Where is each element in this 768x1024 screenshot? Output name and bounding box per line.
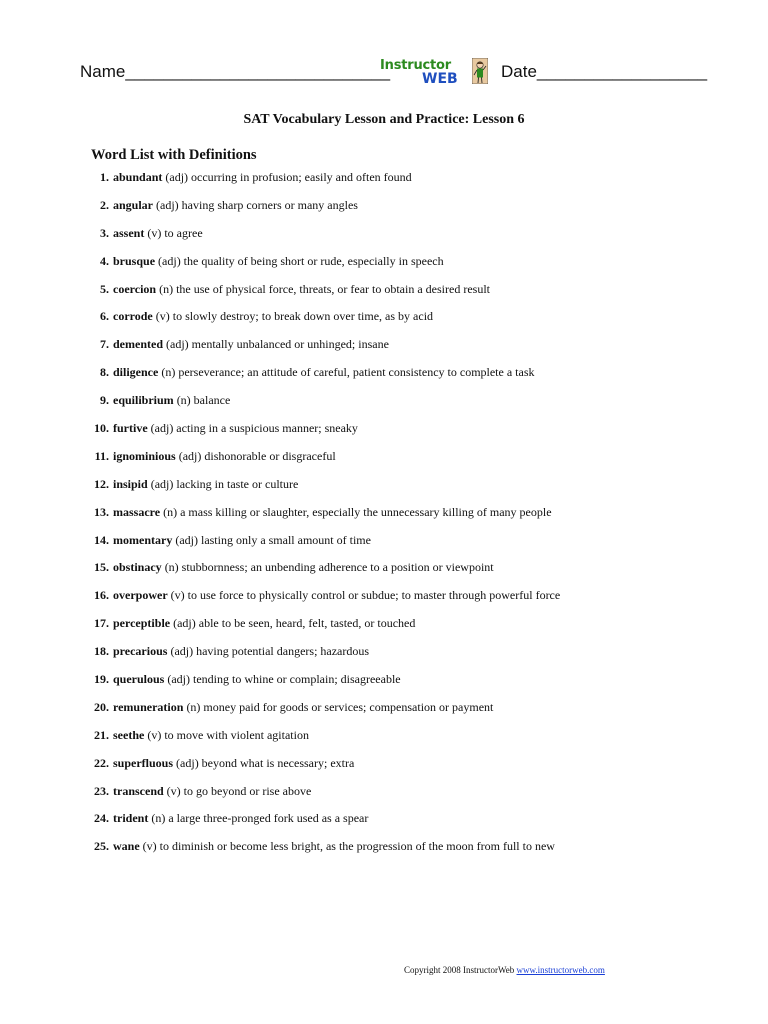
list-item (88, 700, 688, 728)
vocab-definition: (v) to diminish or become less bright, as the progression of the moon from full to new (142, 839, 555, 854)
vocab-term: trident (113, 811, 149, 826)
list-item (88, 170, 688, 198)
item-number: 2. (100, 197, 109, 212)
vocab-definition: (adj) lasting only a small amount of time (175, 532, 371, 547)
vocab-definition: (adj) able to be seen, heard, felt, tasted, or touched (173, 616, 416, 631)
copyright-text: Copyright 2008 InstructorWeb (404, 965, 515, 975)
vocab-definition: (adj) beyond what is necessary; extra (176, 755, 355, 770)
vocab-term: overpower (113, 588, 168, 603)
list-item (88, 226, 688, 254)
date-field (501, 62, 707, 82)
list-item (88, 282, 688, 310)
website-link[interactable]: www.instructorweb.com (516, 965, 605, 975)
vocab-definition: (adj) having potential dangers; hazardous (170, 644, 370, 659)
vocab-term: assent (113, 225, 145, 240)
item-number: 14. (94, 532, 109, 547)
vocab-term: transcend (113, 783, 164, 798)
logo-text-top: Instructor (380, 58, 451, 73)
vocab-definition: (n) a mass killing or slaughter, especially the unnecessary killing of many people (163, 504, 552, 519)
vocab-definition: (n) the use of physical force, threats, or fear to obtain a desired result (159, 281, 490, 296)
list-item (88, 337, 688, 365)
vocab-term: obstinacy (113, 560, 162, 575)
vocab-term: abundant (113, 170, 163, 184)
item-number: 18. (94, 644, 109, 659)
vocab-term: brusque (113, 253, 156, 268)
vocab-definition: (v) to go beyond or rise above (166, 783, 312, 798)
item-number: 21. (94, 727, 109, 742)
vocab-term: diligence (113, 365, 159, 380)
item-number: 3. (100, 225, 109, 240)
list-item (88, 839, 688, 867)
item-number: 9. (100, 393, 109, 408)
list-item (88, 505, 688, 533)
list-item (88, 449, 688, 477)
name-blank: ____________________________ (125, 62, 391, 81)
item-number: 15. (94, 560, 109, 575)
vocab-term: wane (113, 839, 140, 854)
header (80, 58, 708, 88)
item-number: 20. (94, 699, 109, 714)
vocab-definition: (adj) the quality of being short or rude, especially in speech (158, 253, 444, 268)
section-heading: Word List with Definitions (91, 147, 257, 163)
vocab-definition: (n) perseverance; an attitude of careful, patient consistency to complete a task (161, 365, 535, 380)
vocab-definition: (adj) tending to whine or complain; disagreeable (167, 672, 401, 687)
vocab-term: querulous (113, 672, 165, 687)
vocab-term: perceptible (113, 616, 171, 631)
footer (404, 965, 605, 975)
vocab-definition: (v) to move with violent agitation (147, 727, 309, 742)
item-number: 24. (94, 811, 109, 826)
vocab-term: massacre (113, 504, 161, 519)
list-item (88, 254, 688, 282)
item-number: 8. (100, 365, 109, 380)
vocab-definition: (n) stubbornness; an unbending adherence to a position or viewpoint (164, 560, 494, 575)
vocab-definition: (n) balance (176, 393, 231, 408)
item-number: 23. (94, 783, 109, 798)
item-number: 6. (100, 309, 109, 324)
list-item (88, 421, 688, 449)
list-item (88, 477, 688, 505)
item-number: 17. (94, 616, 109, 631)
vocab-definition: (n) a large three-pronged fork used as a spear (151, 811, 369, 826)
item-number: 22. (94, 755, 109, 770)
vocab-definition: (adj) having sharp corners or many angles (156, 197, 358, 212)
list-item (88, 644, 688, 672)
logo-text-bottom: WEB (422, 71, 458, 87)
list-item (88, 616, 688, 644)
item-number: 16. (94, 588, 109, 603)
date-label: Date (501, 62, 537, 81)
vocab-definition: (n) money paid for goods or services; compensation or payment (186, 699, 494, 714)
vocab-definition: (adj) lacking in taste or culture (150, 476, 299, 491)
vocab-term: insipid (113, 476, 148, 491)
vocab-term: ignominious (113, 448, 176, 463)
list-item (88, 365, 688, 393)
item-number: 4. (100, 253, 109, 268)
vocab-term: equilibrium (113, 393, 174, 408)
list-item (88, 784, 688, 812)
vocab-term: coercion (113, 281, 157, 296)
vocab-term: angular (113, 197, 154, 212)
teacher-figure-icon (472, 58, 488, 84)
name-field (80, 62, 390, 82)
vocab-term: momentary (113, 532, 173, 547)
list-item (88, 309, 688, 337)
vocab-definition: (v) to agree (147, 225, 203, 240)
vocab-definition: (adj) acting in a suspicious manner; sneaky (150, 421, 358, 436)
vocab-term: precarious (113, 644, 168, 659)
list-item (88, 756, 688, 784)
item-number: 12. (94, 476, 109, 491)
word-list (88, 170, 688, 867)
date-blank: __________________ (536, 62, 708, 81)
item-number: 7. (100, 337, 109, 352)
instructorweb-logo (380, 58, 490, 90)
vocab-definition: (adj) mentally unbalanced or unhinged; insane (166, 337, 389, 352)
list-item (88, 533, 688, 561)
vocab-term: furtive (113, 421, 148, 436)
list-item (88, 672, 688, 700)
vocab-term: corrode (113, 309, 153, 324)
vocab-term: superfluous (113, 755, 174, 770)
item-number: 10. (94, 421, 109, 436)
list-item (88, 198, 688, 226)
item-number: 11. (94, 448, 109, 463)
list-item (88, 811, 688, 839)
list-item (88, 588, 688, 616)
vocab-definition: (adj) occurring in profusion; easily and often found (165, 170, 412, 184)
name-label: Name (80, 62, 126, 81)
item-number: 13. (94, 504, 109, 519)
vocab-term: demented (113, 337, 163, 352)
vocab-term: seethe (113, 727, 145, 742)
item-number: 25. (94, 839, 109, 854)
list-item (88, 728, 688, 756)
item-number: 5. (100, 281, 109, 296)
vocab-definition: (adj) dishonorable or disgraceful (178, 448, 336, 463)
vocab-term: remuneration (113, 699, 184, 714)
vocab-definition: (v) to use force to physically control or subdue; to master through powerful force (170, 588, 561, 603)
list-item (88, 393, 688, 421)
page-title: SAT Vocabulary Lesson and Practice: Lesson 6 (243, 112, 525, 127)
vocab-definition: (v) to slowly destroy; to break down over time, as by acid (155, 309, 434, 324)
item-number: 19. (94, 672, 109, 687)
item-number: 1. (100, 170, 109, 184)
list-item (88, 560, 688, 588)
